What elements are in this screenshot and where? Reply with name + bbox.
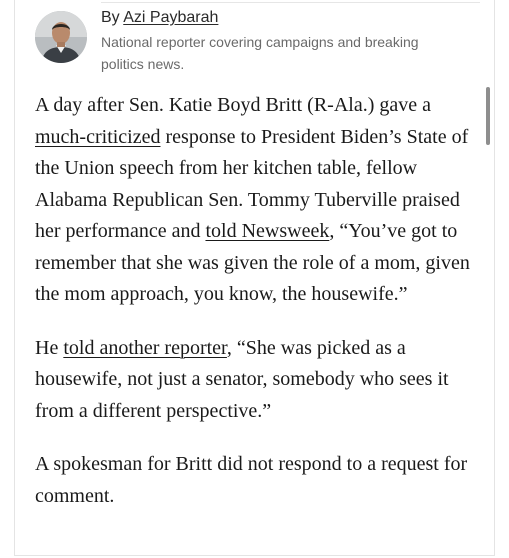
paragraph-2 xyxy=(35,333,480,428)
paragraph-3-text: A spokesman for Britt did not respond to a request for comment. xyxy=(35,453,468,507)
paragraph-1-text-c: , “You’ve got to remember that she was given the role of a mom, given the mom approach, you know, the housewife.” xyxy=(35,220,470,305)
paragraph-2-text-a: He xyxy=(35,336,64,359)
article-body xyxy=(35,90,480,512)
much-criticized-link[interactable]: much-criticized xyxy=(35,125,161,148)
author-name-link[interactable]: Azi Paybarah xyxy=(123,9,219,26)
author-avatar[interactable] xyxy=(35,11,87,63)
told-another-reporter-link[interactable]: told another reporter xyxy=(63,336,227,359)
author-bio: National reporter covering campaigns and breaking politics news. xyxy=(101,34,419,72)
paragraph-1-text-a: A day after Sen. Katie Boyd Britt (R-Ala.) gave a xyxy=(35,94,431,116)
article-card xyxy=(14,0,495,556)
paragraph-1 xyxy=(35,90,480,311)
paragraph-3 xyxy=(35,449,480,512)
top-divider xyxy=(101,2,480,3)
paragraph-2-text-b: , “She was picked as a housewife, not just a senator, somebody who sees it from a different perspective.” xyxy=(35,336,449,422)
scrollbar-thumb[interactable] xyxy=(486,87,490,145)
byline-prefix: By xyxy=(101,9,120,26)
author-photo-icon xyxy=(35,11,87,63)
told-newsweek-link[interactable]: told Newsweek xyxy=(205,220,330,242)
author-byline xyxy=(101,8,218,28)
paragraph-1-text-b: response to President Biden’s State of the Union speech from her kitchen table, fellow Alabama Republican Sen. Tommy Tuberville praised her performance and xyxy=(35,125,469,242)
